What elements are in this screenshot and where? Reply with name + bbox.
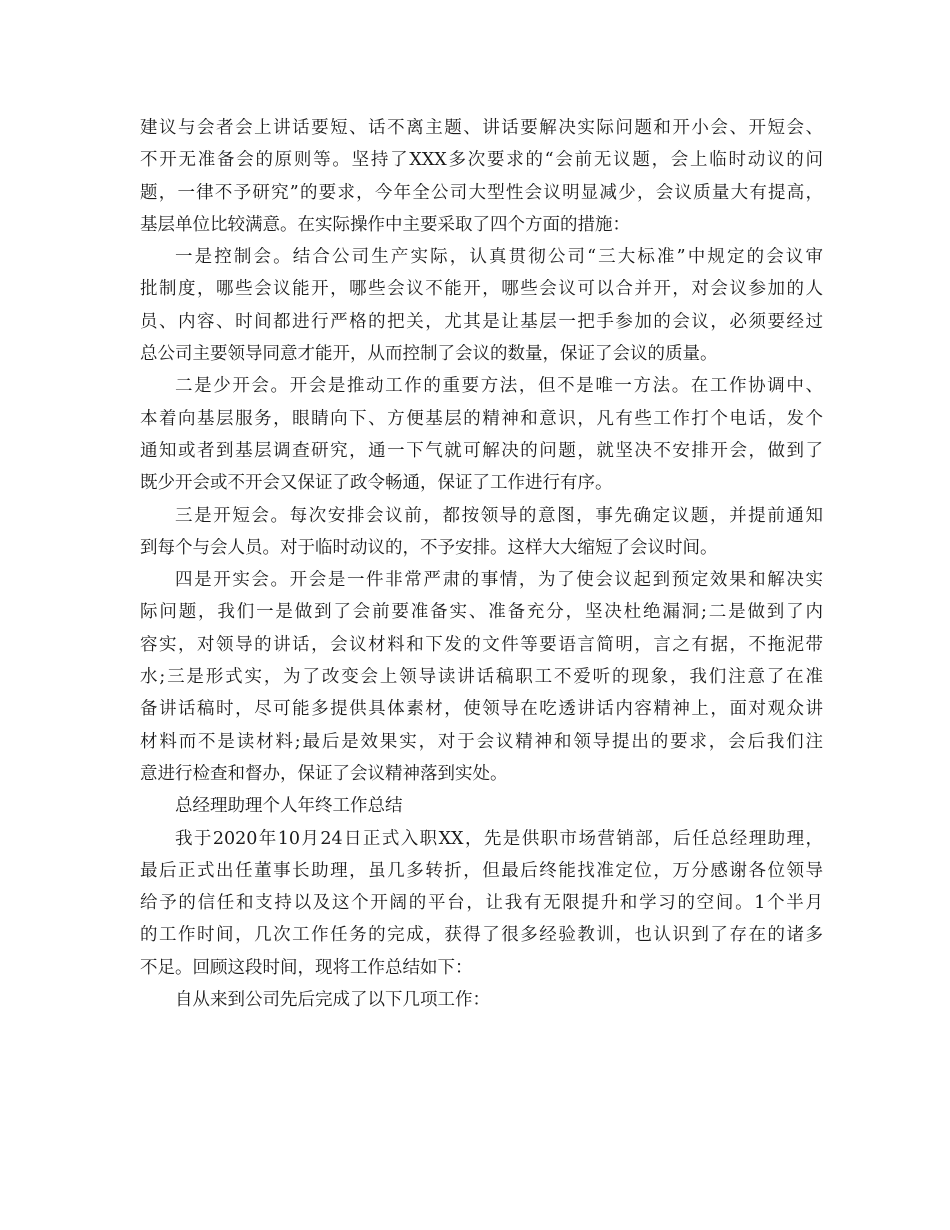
- paragraph-line: 四是开实会。开会是一件非常严肃的事情，为了使会议起到预定效果和解决实: [175, 570, 823, 591]
- paragraph-line: 员、内容、时间都进行严格的把关，尤其是让基层一把手参加的会议，必须要经过: [140, 311, 823, 332]
- paragraph-line: 材料而不是读材料;最后是效果实，对于会议精神和领导提出的要求，会后我们注: [140, 731, 823, 752]
- paragraph-line: 自从来到公司先后完成了以下几项工作：: [175, 990, 490, 1011]
- document-body: [140, 112, 823, 1016]
- paragraph-line: 一是控制会。结合公司生产实际，认真贯彻公司“三大标准”中规定的会议审: [175, 247, 823, 268]
- paragraph-line: 我于2020年10月24日正式入职XX，先是供职市场营销部，后任总经理助理，: [175, 828, 823, 849]
- paragraph-line: 际问题，我们一是做到了会前要准备实、准备充分，坚决杜绝漏洞;二是做到了内: [140, 602, 823, 623]
- paragraph-line: 总公司主要领导同意才能开，从而控制了会议的数量，保证了会议的质量。: [140, 344, 718, 365]
- paragraph-line: 容实，对领导的讲话，会议材料和下发的文件等要语言简明，言之有据，不拖泥带: [140, 634, 823, 655]
- paragraph-line: 水;三是形式实，为了改变会上领导读讲话稿职工不爱听的现象，我们注意了在准: [140, 667, 823, 688]
- paragraph-line: 到每个与会人员。对于临时动议的，不予安排。这样大大缩短了会议时间。: [140, 537, 718, 558]
- paragraph-line: 既少开会或不开会又保证了政令畅通，保证了工作进行有序。: [140, 473, 613, 494]
- paragraph-line: 批制度，哪些会议能开，哪些会议不能开，哪些会议可以合并开，对会议参加的人: [140, 279, 823, 300]
- paragraph-line: 二是少开会。开会是推动工作的重要方法，但不是唯一方法。在工作协调中、: [175, 376, 823, 397]
- paragraph-line: 本着向基层服务，眼睛向下、方便基层的精神和意识，凡有些工作打个电话，发个: [140, 408, 823, 429]
- paragraph-line: 不足。回顾这段时间，现将工作总结如下：: [140, 957, 473, 978]
- paragraph-line: 备讲话稿时，尽可能多提供具体素材，使领导在吃透讲话内容精神上，面对观众讲: [140, 699, 823, 720]
- paragraph-line: 基层单位比较满意。在实际操作中主要采取了四个方面的措施：: [140, 214, 630, 235]
- paragraph-line: 意进行检查和督办，保证了会议精神落到实处。: [140, 763, 508, 784]
- section-heading: 总经理助理个人年终工作总结: [175, 796, 403, 817]
- paragraph-line: 题，一律不予研究”的要求，今年全公司大型性会议明显减少，会议质量大有提高，: [140, 182, 823, 203]
- paragraph-line: 通知或者到基层调查研究，通一下气就可解决的问题，就坚决不安排开会，做到了: [140, 440, 823, 461]
- paragraph-line: 不开无准备会的原则等。坚持了XXX多次要求的“会前无议题，会上临时动议的问: [140, 150, 823, 171]
- paragraph-line: 三是开短会。每次安排会议前，都按领导的意图，事先确定议题，并提前通知: [175, 505, 823, 526]
- paragraph-line: 给予的信任和支持以及这个开阔的平台，让我有无限提升和学习的空间。1个半月: [140, 893, 823, 914]
- paragraph-line: 的工作时间，几次工作任务的完成，获得了很多经验教训，也认识到了存在的诸多: [140, 925, 823, 946]
- paragraph-line: 建议与会者会上讲话要短、话不离主题、讲话要解决实际问题和开小会、开短会、: [140, 118, 823, 138]
- paragraph-line: 最后正式出任董事长助理，虽几多转折，但最后终能找准定位，万分感谢各位领导: [140, 860, 823, 881]
